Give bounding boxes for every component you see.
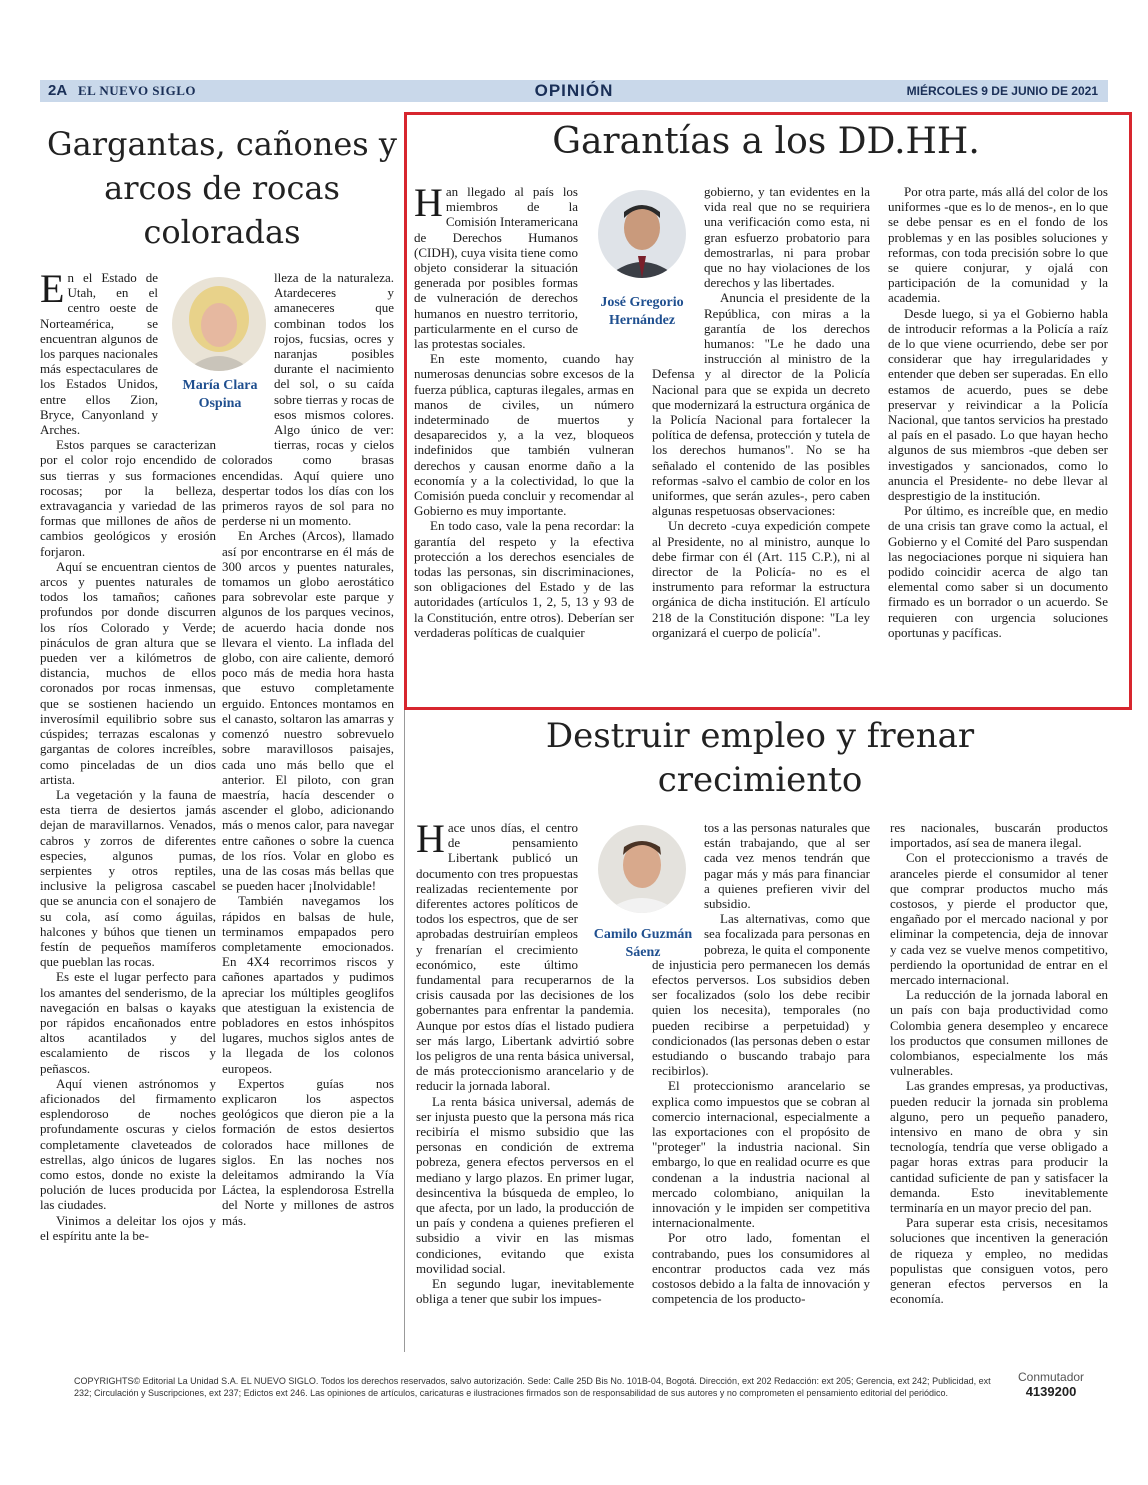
article1-paragraph: Estos parques se caracterizan por el color rojo encendido de sus tierras y sus formaciones rocosas; por la belleza, extravagancia y variedad de las formas que millones de años de cambios geológicos y erosión forjaron. [40, 437, 216, 559]
drop-cap: H [414, 184, 443, 225]
article1-title: Gargantas, cañones y arcos de rocas coloradas [47, 125, 397, 251]
article3-paragraph: Las alternativas, como que sea focalizada para personas en pobreza, le quita el componente de injusticia pero permanecen los demás efectos perversos. Los subsidios deben ser focalizados (solo los debe recibir quien los necesita), temporales (no pueden recibirse a perpetuidad) y condicionados (las personas deben o estar estudiando o buscando trabajo para recibirlos). [652, 911, 870, 1079]
article3-paragraph: El proteccionismo arancelario se explica como impuestos que se cobran al comercio internacional, especialmente a las exportaciones con el propósito de "proteger" la industria nacional. Sin embargo, lo que en realidad ocurre es que condenan a la industria nacional al mercado colombiano, aniquilan la innovación y le impiden ser competitiva internacionalmente. [652, 1078, 870, 1231]
article3-paragraph: Las grandes empresas, ya productivas, pueden reducir la jornada sin problema alguno, pero un pequeño panadero, intensivo en mano de obra y sin tecnología, tendría que verse obligado a pagar horas extras para producir la cantidad suficiente de pan y satisfacer la demanda. Esto inevitablemente terminaría en un mayor precio del pan. [890, 1078, 1108, 1216]
article2-paragraph: Han llegado al país los miembros de la Comisión Interamericana de Derechos Humanos (CIDH), cuya visita tiene como objeto considerar la situación generada por posibles formas de vulneración de derechos humanos en nuestro territorio, particularmente en el curso de las protestas sociales. [414, 184, 578, 352]
page-number: 2A [48, 82, 68, 99]
author-name-hernandez: José Gregorio Hernández [600, 295, 684, 328]
article2-paragraph: Por otra parte, más allá del color de los uniformes -que es lo de menos-, en lo que se debe pensar es en el fondo de los problemas y en las posibles soluciones y reformas, con toda precisión sobre lo que se quiere conjurar, y ojalá con participación de la comunidad y la academia. [888, 184, 1108, 306]
article1-paragraph: lleza de la naturaleza. Atardeceres y amaneceres que combinan todos los rojos, fucsias, ocres y naranjas posibles durante el nacimiento del sol, o su caída sobre tierras y rocas de esos mismos colores. Algo único de ver: tierras, rocas y cielos colorados como brasas encendidas. Aquí quiere uno despertar todos los días con los primeros rayos de sol para no perderse ni un momento. [222, 270, 394, 529]
article2-paragraph: gobierno, y tan evidentes en la vida real que no se requiriera una verificación como esta, ni gran esfuerzo probatorio para demostrarlas, ni para probar que no hay violaciones de los derechos y las libertades. [704, 184, 870, 291]
article3-paragraph: La reducción de la jornada laboral en un país con baja productividad como Colombia genera desempleo y encarece los productos que consumen millones de colombianos, especialmente los más vulnerables. [890, 987, 1108, 1079]
article1-paragraph: La vegetación y la fauna de esta tierra de desiertos jamás dejan de maravillarnos. Venados, cabros y zorros de diferentes especies, algunos pumas, serpientes y otros reptiles, inclusive la peligrosa cascabel que se anuncia con el sonajero de su cola, así como águilas, halcones y búhos que tienen un festín de pequeños mamíferos que pueblan las rocas. [40, 786, 216, 970]
page-header [40, 80, 1108, 102]
article1-column-1 [40, 270, 216, 1350]
footer-copyright: COPYRIGHTS© Editorial La Unidad S.A. EL NUEVO SIGLO. Todos los derechos reservados, salvo autorización. Sede: Calle 25D Bis No. 101B-04, Bogotá. Dirección, ext 202 Redacción: ext 205; Gerencia, ext 242; Publicidad, ext 232; Circulación y Suscripciones, ext 237; Edictos ext 246. Las opiniones de artículos, caricaturas e ilustraciones firmados son de responsabilidad de sus autores y no comprometen el pensamiento editorial del periódico. [74, 1376, 991, 1398]
photo-wrap-spacer [158, 270, 216, 430]
photo-wrap-spacer [652, 820, 704, 956]
article1-paragraph: Es este el lugar perfecto para los amantes del senderismo, de la navegación en balsas o kayaks por rápidos encañonados entre altos acantilados y del escalamiento de riscos y peñascos. [40, 969, 216, 1076]
article1-paragraph: Aquí se encuentran cientos de arcos y puentes naturales de todos los tamaños; cañones profundos por donde discurren los ríos Colorado y Verde; pináculos de gran altura que se pueden ver a kilómetros de distancia, muchos de ellos coronados por rocas inmensas, que se sostienen haciendo un inverosímil equilibrio sobre sus cúspides; terrazas escalonas y gargantas de colores increíbles, como pinceladas de un dios artista. [40, 558, 216, 787]
article1-paragraph: En Arches (Arcos), llamado así por encontrarse en él más de 300 arcos y puentes naturales, tomamos un globo aerostático para sobrevolar este parque y algunos de los parques vecinos, de acuerdo hacia donde nos llevara el viento. La inflada del globo, con aire caliente, demoró poco más de media hora hasta que estuvo completamente erguido. Entonces montamos en el canasto, soltaron las amarras y comenzó nuestro sobrevuelo sobre maravillosos paisajes, cada uno más bello que el anterior. El piloto, con gran maestría, hacía descender o ascender el globo, adicionando más o menos calor, para navegar entre cañones o sobre la cuenca de los ríos. Volar en globo es una de las cosas más bellas que se pueden hacer ¡Inolvidable! [222, 528, 394, 894]
article2-paragraph: Anuncia el presidente de la República, con miras a la garantía de los derechos humanos: "Le he dado una instrucción al ministro de la Defensa y al director de la Policía Nacional para que se expida un decreto que modernizará la estructura orgánica de la Policía Nacional para fortalecer la política de defensa, protección y tutela de los derechos humanos". No se ha señalado el contenido de las posibles reformas -salvo el cambio de color en los uniformes, que serán azules-, pero caben algunas respetuosas observaciones: [652, 290, 870, 519]
article2-column-1 [414, 184, 634, 692]
switchboard-label: Conmutador [1018, 1370, 1085, 1384]
photo-wrap-spacer [222, 270, 274, 446]
article3-paragraph: tos a las personas naturales que están trabajando, que al ser cada vez menos tendrán que pagar más y más para financiar a quienes prefieren vivir del subsidio. [704, 820, 870, 912]
article3-column-2 [652, 820, 870, 1348]
article3-paragraph: Hace unos días, el centro de pensamiento Libertank publicó un documento con tres propuestas realizadas recientemente por diferentes actores políticos de todos los espectros, que de ser aprobadas destruirían empleos y frenarían el crecimiento económico, este último fundamental para recuperarnos de la crisis causada por las decisiones de los gobernantes para enfrentar la pandemia. Aunque por estos días el listado pudiera ser más largo, Libertank advirtió sobre los peligros de una renta básica universal, de más proteccionismo arancelario y de reducir la jornada laboral. [416, 820, 634, 1094]
article1-paragraph: Expertos guías nos explicaron los aspectos geológicos que dieron pie a la formación de estos desiertos colorados hace millones de siglos. En las noches nos deleitamos admirando la Vía Láctea, la esplendorosa Estrella del Norte y millones de astros más. [222, 1075, 394, 1228]
switchboard-number: 4139200 [1025, 1384, 1077, 1399]
article2-paragraph: En todo caso, vale la pena recordar: la garantía del respeto y la efectiva protección a los derechos esenciales de todas las personas, sin discriminaciones, son obligaciones del Estado y de las autoridades (artículos 1, 2, 5, 13 y 93 de la Constitución, entre otros). Deberían ser verdaderas políticas de cualquier [414, 518, 634, 640]
switchboard [1018, 1370, 1084, 1399]
article3-paragraph: Con el proteccionismo a través de aranceles pierde el consumidor al tener que comprar productos mucho más costosos, y pierde el productor que, engañado por el mercado nacional y por eliminar la competencia, deja de innovar y cada vez se vuelve menos competitivo, perdiendo la oportunidad de entrar en el mercado internacional. [890, 850, 1108, 988]
article3-paragraph: Por otro lado, fomentan el contrabando, pues los consumidores al encontrar productos cada vez más costosos debido a la falta de innovación y competencia de los producto- [652, 1230, 870, 1307]
article2-column-3 [888, 184, 1108, 692]
article2-title: Garantías a los DD.HH. [552, 121, 980, 162]
article3-paragraph: res nacionales, buscarán productos importados, así sea de manera ilegal. [890, 820, 1108, 851]
publication-name: EL NUEVO SIGLO [78, 83, 196, 98]
author-name-ospina: María Clara Ospina [182, 378, 258, 411]
article1-paragraph: Aquí vienen astrónomos y aficionados del firmamento esplendoroso de noches profundamente oscuras y cielos completamente claveteados de estrellas, algo únicos de lugares como estos, donde no existe la polución de luces producida por las ciudades. [40, 1075, 216, 1213]
article3-column-1 [416, 820, 634, 1348]
article2-paragraph: Un decreto -cuya expedición compete al Presidente, no al ministro, aunque lo debe firmar con él (Art. 115 C.P.), ni al director de la Policía- no es el instrumento para reformar la estructura orgánica de dicha institución. El artículo 218 de la Constitución dispone: "La ley organizará el cuerpo de policía". [652, 518, 870, 640]
article3-paragraph: Para superar esta crisis, necesitamos soluciones que incentiven la generación de riqueza y empleo, no medidas populistas que consiguen votos, pero generan efectos perversos en la economía. [890, 1215, 1108, 1307]
article3-title: Destruir empleo y frenar crecimiento [545, 716, 975, 800]
drop-cap: H [416, 820, 445, 861]
article3-column-3 [890, 820, 1108, 1348]
article1-paragraph: En el Estado de Utah, en el centro oeste de Norteamérica, se encuentran algunos de los parques nacionales más espectaculares de los Estados Unidos, entre ellos Zion, Bryce, Canyonland y Arches. [40, 270, 158, 438]
photo-wrap-spacer [652, 184, 704, 352]
section-name: OPINIÓN [534, 81, 614, 100]
photo-wrap-spacer [578, 184, 634, 328]
article3-paragraph: La renta básica universal, además de ser injusta puesto que la persona más rica recibiría el mismo subsidio que las personas en condición de extrema pobreza, genera efectos perversos en el mediano y largo plazos. En primer lugar, desincentiva la búsqueda de empleo, lo que afecta, por un lado, la producción de un país y condena a quienes prefieren el subsidio a vivir en las mismas condiciones, evitando que exista movilidad social. [416, 1093, 634, 1276]
article1-paragraph: También navegamos los rápidos en balsas de hule, terminamos empapados pero completamente emocionados. En 4X4 recorrimos riscos y cañones apartados y pudimos apreciar los múltiples geoglifos que atestiguan la existencia de pobladores en estos inhóspitos lugares, muchos siglos antes de la llegada de los colonos europeos. [222, 893, 394, 1076]
author-name-guzman: Camilo Guzmán Sáenz [593, 927, 693, 960]
article1-paragraph: Vinimos a deleitar los ojos y el espíritu ante la be- [40, 1212, 216, 1243]
article2-paragraph: En este momento, cuando hay numerosas denuncias sobre excesos de la fuerza pública, capturas ilegales, armas en manos de civiles, un número indeterminado de muertos y desaparecidos y, a la vez, bloqueos indefinidos que también vulneran derechos y causan enorme daño a la economía y a la colectividad, lo que la Comisión pueda concluir y recomendar al Gobierno es muy importante. [414, 351, 634, 519]
photo-wrap-spacer [578, 820, 634, 964]
article1-column-2 [222, 270, 394, 1350]
article3-paragraph: En segundo lugar, inevitablemente obliga a tener que subir los impues- [416, 1276, 634, 1307]
article2-paragraph: Desde luego, si ya el Gobierno habla de introducir reformas a la Policía a raíz de lo que viene ocurriendo, debe ser por considerar que hay irregularidades y entender que deben ser superadas. En ello estamos de acuerdo, pues se debe preservar y reivindicar a la Policía Nacional, que tantos servicios ha prestado al país en el pasado. Lo que hayan hecho algunos de sus miembros -que deben ser investigados y sancionados, como lo anuncia el Presidente- no debe llevar al desprestigio de la institución. [888, 305, 1108, 504]
article2-paragraph: Por último, es increíble que, en medio de una crisis tan grave como la actual, el Gobierno y el Comité del Paro suspendan las negociaciones porque ni siquiera han podido coincidir acerca de algo tan elemental como saber si un documento firmado es un borrador o un acuerdo. Se requieren con urgencia soluciones oportunas y pacíficas. [888, 503, 1108, 640]
drop-cap: E [40, 270, 65, 311]
article2-column-2 [652, 184, 870, 692]
issue-date: MIÉRCOLES 9 DE JUNIO DE 2021 [906, 84, 1098, 98]
